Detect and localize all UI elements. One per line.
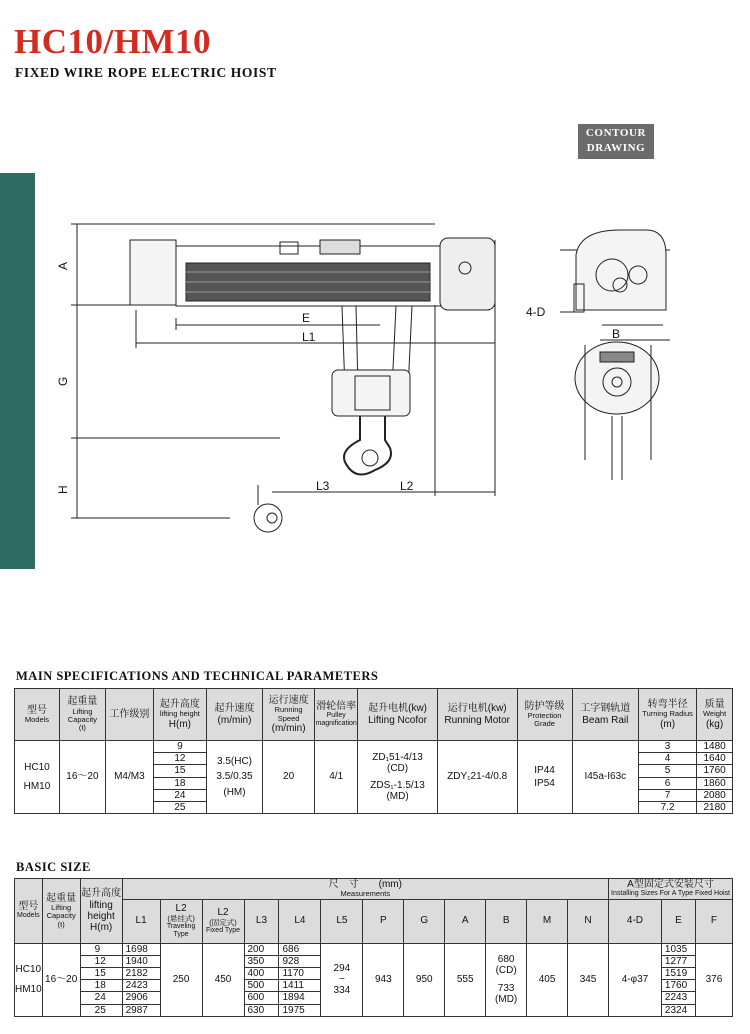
spec-section-title: MAIN SPECIFICATIONS AND TECHNICAL PARAMETERS (16, 669, 379, 683)
basic-cell-m: 405 (527, 943, 568, 1016)
page-title: HC10/HM10 (14, 22, 211, 61)
basic-cell-l3: 350 (244, 955, 279, 967)
spec-col-model: 型号 Models (15, 689, 60, 741)
spec-cell-radius: 4 (638, 753, 696, 765)
spec-cell-height: 24 (153, 789, 206, 801)
spec-col-lifting-speed: 起升速度 (m/min) (206, 689, 262, 741)
dim-l3-label: L3 (316, 479, 330, 493)
basic-header-row-2 (15, 899, 733, 943)
dim-e-label: E (302, 311, 311, 325)
basic-col-l4: L4 (279, 899, 321, 943)
spec-cell-weight: 2180 (697, 801, 733, 813)
basic-size-table (14, 878, 733, 1017)
basic-col-capacity: 起重量 Lifting Capacity (t) (42, 879, 80, 944)
basic-cell-f: 376 (695, 943, 732, 1016)
basic-cell-l1: 2906 (122, 992, 160, 1004)
spec-col-running-speed: 运行速度 Running Speed (m/min) (263, 689, 315, 741)
basic-col-g: G (404, 899, 445, 943)
basic-col-b: B (486, 899, 527, 943)
spec-cell-weight: 1480 (697, 741, 733, 753)
table-row (15, 943, 733, 955)
basic-cell-n: 345 (568, 943, 609, 1016)
basic-cell-height: 9 (80, 943, 122, 955)
spec-col-radius: 转弯半径 Turning Radius (m) (638, 689, 696, 741)
basic-cell-height: 12 (80, 955, 122, 967)
basic-col-l3: L3 (244, 899, 279, 943)
basic-col-height: 起升高度 lifting height H(m) (80, 879, 122, 944)
basic-cell-l5: 294 ~ 334 (321, 943, 363, 1016)
basic-col-4d: 4-D (609, 899, 662, 943)
basic-col-model: 型号 Models (15, 879, 43, 944)
basic-col-measurements: 尺 寸 (mm) Measurements (122, 879, 608, 900)
dim-l1-label: L1 (302, 330, 316, 344)
spec-cell-height: 25 (153, 801, 206, 813)
basic-col-l2-fixed: L2 (固定式) Fixed Type (202, 899, 244, 943)
basic-cell-l3: 630 (244, 1004, 279, 1016)
spec-cell-radius: 6 (638, 777, 696, 789)
basic-cell-height: 15 (80, 967, 122, 979)
spec-cell-weight: 2080 (697, 789, 733, 801)
spec-cell-height: 18 (153, 777, 206, 789)
basic-cell-l4: 686 (279, 943, 321, 955)
basic-cell-g: 950 (404, 943, 445, 1016)
basic-col-e: E (661, 899, 695, 943)
basic-col-m: M (527, 899, 568, 943)
spec-cell-running-speed: 20 (263, 741, 315, 814)
spec-table (14, 688, 733, 814)
spec-col-class: 工作级别 (105, 689, 153, 741)
spec-col-running-motor: 运行电机(kw) Running Motor (437, 689, 517, 741)
spec-cell-model: HC10 HM10 (15, 741, 60, 814)
basic-cell-e: 1035 (661, 943, 695, 955)
basic-col-l1: L1 (122, 899, 160, 943)
badge-line-2: DRAWING (586, 142, 646, 154)
spec-cell-radius: 3 (638, 741, 696, 753)
basic-col-l2-traveling: L2 (悬挂式) Traveling Type (160, 899, 202, 943)
basic-cell-e: 1277 (661, 955, 695, 967)
basic-col-l5: L5 (321, 899, 363, 943)
spec-cell-radius: 7 (638, 789, 696, 801)
spec-cell-weight: 1640 (697, 753, 733, 765)
page-subtitle: FIXED WIRE ROPE ELECTRIC HOIST (15, 65, 277, 80)
badge-line-1: CONTOUR (585, 127, 647, 139)
spec-cell-radius: 5 (638, 765, 696, 777)
dim-l2-label: L2 (400, 479, 414, 493)
spec-cell-height: 15 (153, 765, 206, 777)
basic-cell-l3: 600 (244, 992, 279, 1004)
spec-cell-capacity: 16～20 (59, 741, 105, 814)
spec-cell-pulley: 4/1 (315, 741, 358, 814)
basic-col-a: A (445, 899, 486, 943)
basic-cell-l1: 2182 (122, 967, 160, 979)
spec-cell-lifting-speed: 3.5(HC) 3.5/0.35 (HM) (206, 741, 262, 814)
spec-col-pulley: 滑轮倍率 Pulley magnification (315, 689, 358, 741)
basic-cell-l1: 2423 (122, 980, 160, 992)
basic-cell-l1: 1940 (122, 955, 160, 967)
basic-cell-p: 943 (363, 943, 404, 1016)
dim-g-label: G (56, 376, 70, 386)
spec-cell-lifting-motor: ZD₁51-4/13 (CD) ZDS₁-1.5/13 (MD) (358, 741, 438, 814)
basic-cell-l3: 500 (244, 980, 279, 992)
basic-col-p: P (363, 899, 404, 943)
spec-col-weight: 质量 Weight (kg) (697, 689, 733, 741)
basic-cell-l4: 928 (279, 955, 321, 967)
basic-cell-l3: 400 (244, 967, 279, 979)
dim-a-label: A (56, 261, 70, 270)
sidebar-color-bar (0, 173, 35, 569)
spec-cell-protection: IP44 IP54 (517, 741, 572, 814)
basic-cell-e: 1760 (661, 980, 695, 992)
basic-cell-l2-fixed: 450 (202, 943, 244, 1016)
spec-cell-radius: 7.2 (638, 801, 696, 813)
basic-cell-l1: 2987 (122, 1004, 160, 1016)
contour-drawing (40, 200, 740, 560)
basic-cell-l4: 1170 (279, 967, 321, 979)
basic-col-f: F (695, 899, 732, 943)
basic-header-row-1 (15, 879, 733, 900)
spec-cell-beam-rail: I45a-I63c (572, 741, 638, 814)
basic-cell-l1: 1698 (122, 943, 160, 955)
basic-cell-height: 24 (80, 992, 122, 1004)
basic-cell-height: 18 (80, 980, 122, 992)
spec-col-lifting-motor: 起升电机(kw) Lifting Ncofor (358, 689, 438, 741)
spec-header-row (15, 689, 733, 741)
basic-cell-e: 2243 (661, 992, 695, 1004)
basic-cell-height: 25 (80, 1004, 122, 1016)
basic-cell-e: 1519 (661, 967, 695, 979)
spec-cell-height: 12 (153, 753, 206, 765)
basic-cell-e: 2324 (661, 1004, 695, 1016)
basic-cell-b: 680 (CD) 733 (MD) (486, 943, 527, 1016)
spec-col-beam-rail: 工字钢轨道 Beam Rail (572, 689, 638, 741)
basic-cell-model: HC10 HM10 (15, 943, 43, 1016)
spec-col-height: 起升高度 lifting height H(m) (153, 689, 206, 741)
basic-section-title: BASIC SIZE (16, 860, 91, 874)
basic-cell-l4: 1975 (279, 1004, 321, 1016)
dim-4d-label: 4-D (526, 305, 546, 319)
spec-cell-running-motor: ZDY₁21-4/0.8 (437, 741, 517, 814)
spec-cell-weight: 1860 (697, 777, 733, 789)
basic-cell-a: 555 (445, 943, 486, 1016)
dim-h-label: H (56, 485, 70, 494)
basic-cell-l2-traveling: 250 (160, 943, 202, 1016)
basic-col-n: N (568, 899, 609, 943)
dim-b-label: B (612, 327, 621, 341)
spec-col-protection: 防护等级 Protection Grade (517, 689, 572, 741)
basic-cell-l3: 200 (244, 943, 279, 955)
basic-cell-capacity: 16～20 (42, 943, 80, 1016)
spec-cell-weight: 1760 (697, 765, 733, 777)
spec-col-capacity: 起重量 Lifting Capacity (t) (59, 689, 105, 741)
contour-drawing-badge (578, 124, 654, 159)
spec-cell-class: M4/M3 (105, 741, 153, 814)
spec-cell-height: 9 (153, 741, 206, 753)
basic-col-fixed-install: A型固定式安装尺寸 Installing Sizes For A Type Fixed Hoist (609, 879, 733, 900)
basic-cell-l4: 1894 (279, 992, 321, 1004)
table-row (15, 741, 733, 753)
basic-cell-4d: 4-φ37 (609, 943, 662, 1016)
basic-cell-l4: 1411 (279, 980, 321, 992)
